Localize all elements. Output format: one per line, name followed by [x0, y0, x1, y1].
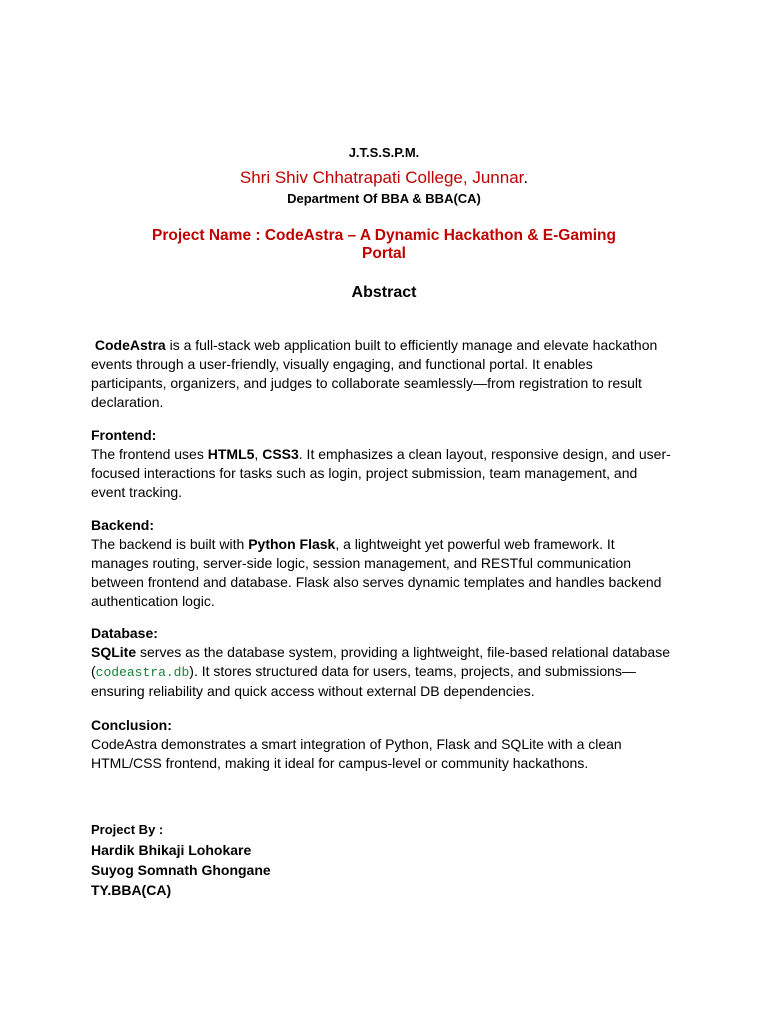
database-text-a: serves as the database system, providing a lightweight, file-based relational database ( [91, 644, 670, 679]
authors-label: Project By : [91, 822, 164, 837]
intro-bold: CodeAstra [94, 337, 166, 353]
conclusion-paragraph: CodeAstra demonstrates a smart integration of Python, Flask and SQLite with a clean HTML/CSS frontend, making it ideal for campus-level or community hackathons. [91, 736, 622, 771]
frontend-heading: Frontend: [91, 427, 157, 443]
frontend-paragraph [91, 445, 671, 502]
project-title-line-2: Portal [362, 245, 406, 262]
abstract-heading: Abstract [351, 284, 417, 301]
intro-paragraph [91, 336, 671, 412]
frontend-section [91, 426, 671, 502]
project-title-line-1: Project Name : CodeAstra – A Dynamic Hackathon & E-Gaming [152, 227, 616, 244]
intro-text: is a full-stack web application built to efficiently manage and elevate hackathon events through a user-friendly, visually engaging, and functional portal. It enables participants, organizers, and judges to collaborate seamlessly—from registration to result declaration. [91, 337, 658, 410]
college-name-dot: . [523, 168, 529, 187]
college-name-text: Shri Shiv Chhatrapati College, Junnar [239, 168, 524, 187]
project-title [0, 227, 768, 263]
authors-block [91, 820, 271, 900]
backend-text-b: , a lightweight yet powerful web framework. It manages routing, server-side logic, session management, and RESTful communication between frontend and database. Flask also serves dynamic templates and handles backend authentication logic. [91, 536, 662, 609]
database-paragraph [91, 643, 671, 701]
database-section [91, 624, 671, 701]
database-code-filename: codeastra.db [95, 665, 190, 680]
author-class: TY.BBA(CA) [91, 882, 172, 898]
database-heading: Database: [91, 625, 158, 641]
frontend-text-c: . It emphasizes a clean layout, responsive design, and user-focused interactions for tasks such as login, project submission, team management, and event tracking. [91, 446, 671, 500]
author-name: Suyog Somnath Ghongane [91, 862, 271, 878]
author-name: Hardik Bhikaji Lohokare [91, 842, 252, 858]
backend-heading: Backend: [91, 517, 155, 533]
frontend-bold-html5: HTML5 [207, 446, 255, 462]
frontend-text-a: The frontend uses [91, 446, 208, 462]
database-bold-sqlite: SQLite [91, 644, 137, 660]
org-name: J.T.S.S.P.M. [348, 145, 420, 160]
database-text-b: ). It stores structured data for users, teams, projects, and submissions—ensuring reliability and quick access without external DB dependencies. [91, 663, 636, 699]
backend-paragraph [91, 535, 671, 611]
department-name: Department Of BBA & BBA(CA) [287, 191, 481, 206]
backend-bold-flask: Python Flask [248, 536, 336, 552]
backend-section [91, 516, 671, 611]
frontend-bold-css3: CSS3 [262, 446, 299, 462]
college-name [0, 168, 768, 188]
frontend-text-b: , [254, 446, 263, 462]
backend-text-a: The backend is built with [91, 536, 249, 552]
conclusion-section [91, 716, 671, 773]
conclusion-heading: Conclusion: [91, 717, 172, 733]
